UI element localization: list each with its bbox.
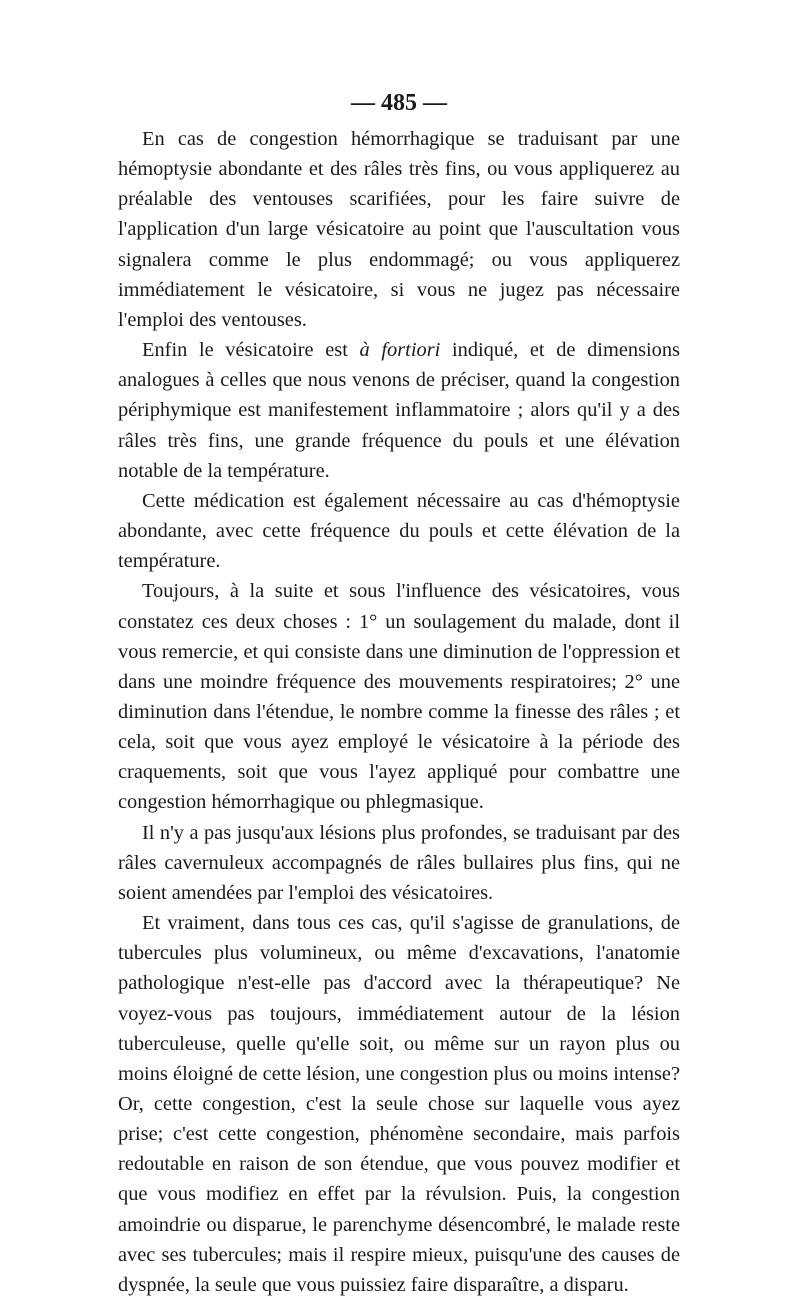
page-number: — 485 — (351, 90, 447, 116)
paragraph-2-lead: Enfin le vésicatoire est (142, 339, 360, 362)
paragraph-2-rest: indiqué, et de dimensions analogues à celles que nous venons de préciser, quand la congestion périphymique est manifestement inflammatoire ; alors qu'il y a des râles très fins, une grande fréquence du pouls et une élévation notable de la température. (118, 339, 680, 482)
paragraph-2 (118, 335, 680, 486)
paragraph-5: Il n'y a pas jusqu'aux lésions plus profondes, se traduisant par des râles cavernuleux accompagnés de râles bullaires plus fins, qui ne soient amendées par l'emploi des vésicatoires. (118, 821, 680, 904)
paragraph-6: Et vraiment, dans tous ces cas, qu'il s'agisse de granulations, de tubercules plus volumineux, ou même d'excavations, l'anatomie pathologique n'est-elle pas d'accord avec la thérapeutique? Ne voyez-vous pas toujours, immédiatement autour de la lésion tuberculeuse, quelle qu'elle soit, ou même sur un rayon plus ou moins éloigné de cette lésion, une congestion plus ou moins intense? Or, cette congestion, c'est la seule chose sur laquelle vous ayez prise; c'est cette congestion, phénomène secondaire, mais parfois redoutable en raison de son étendue, que vous pouvez modifier et que vous modifiez en effet par la révulsion. Puis, la congestion amoindrie ou disparue, le parenchyme désencombré, le malade reste avec ses tubercules; mais il respire mieux, puisqu'une des causes de dyspnée, la seule que vous puissiez faire disparaître, a disparu. (118, 912, 680, 1296)
paragraph-1: En cas de congestion hémorrhagique se traduisant par une hémoptysie abondante et des râles très fins, ou vous appliquerez au préalable des ventouses scarifiées, pour les faire suivre de l'application d'un large vésicatoire au point que l'auscultation vous signalera comme le plus endommagé; ou vous appliquerez immédiatement le vésicatoire, si vous ne jugez pas nécessaire l'emploi des ventouses. (118, 128, 680, 331)
paragraph-2-italic-phrase: à fortiori (359, 339, 441, 362)
paragraph-3: Cette médication est également nécessaire au cas d'hémoptysie abondante, avec cette fréquence du pouls et cette élévation de la température. (118, 489, 680, 573)
book-page (118, 88, 680, 1300)
paragraph-4: Toujours, à la suite et sous l'influence des vésicatoires, vous constatez ces deux choses : 1° un soulagement du malade, dont il vous remercie, et qui consiste dans une diminution de l'oppression et dans une moindre fréquence des mouvements respiratoires; 2° une diminution dans l'étendue, le nombre comme la finesse des râles ; et cela, soit que vous ayez employé le vésicatoire à la période des craquements, soit que vous l'ayez appliqué pour combattre une congestion hémorrhagique ou phlegmasique. (118, 580, 680, 814)
